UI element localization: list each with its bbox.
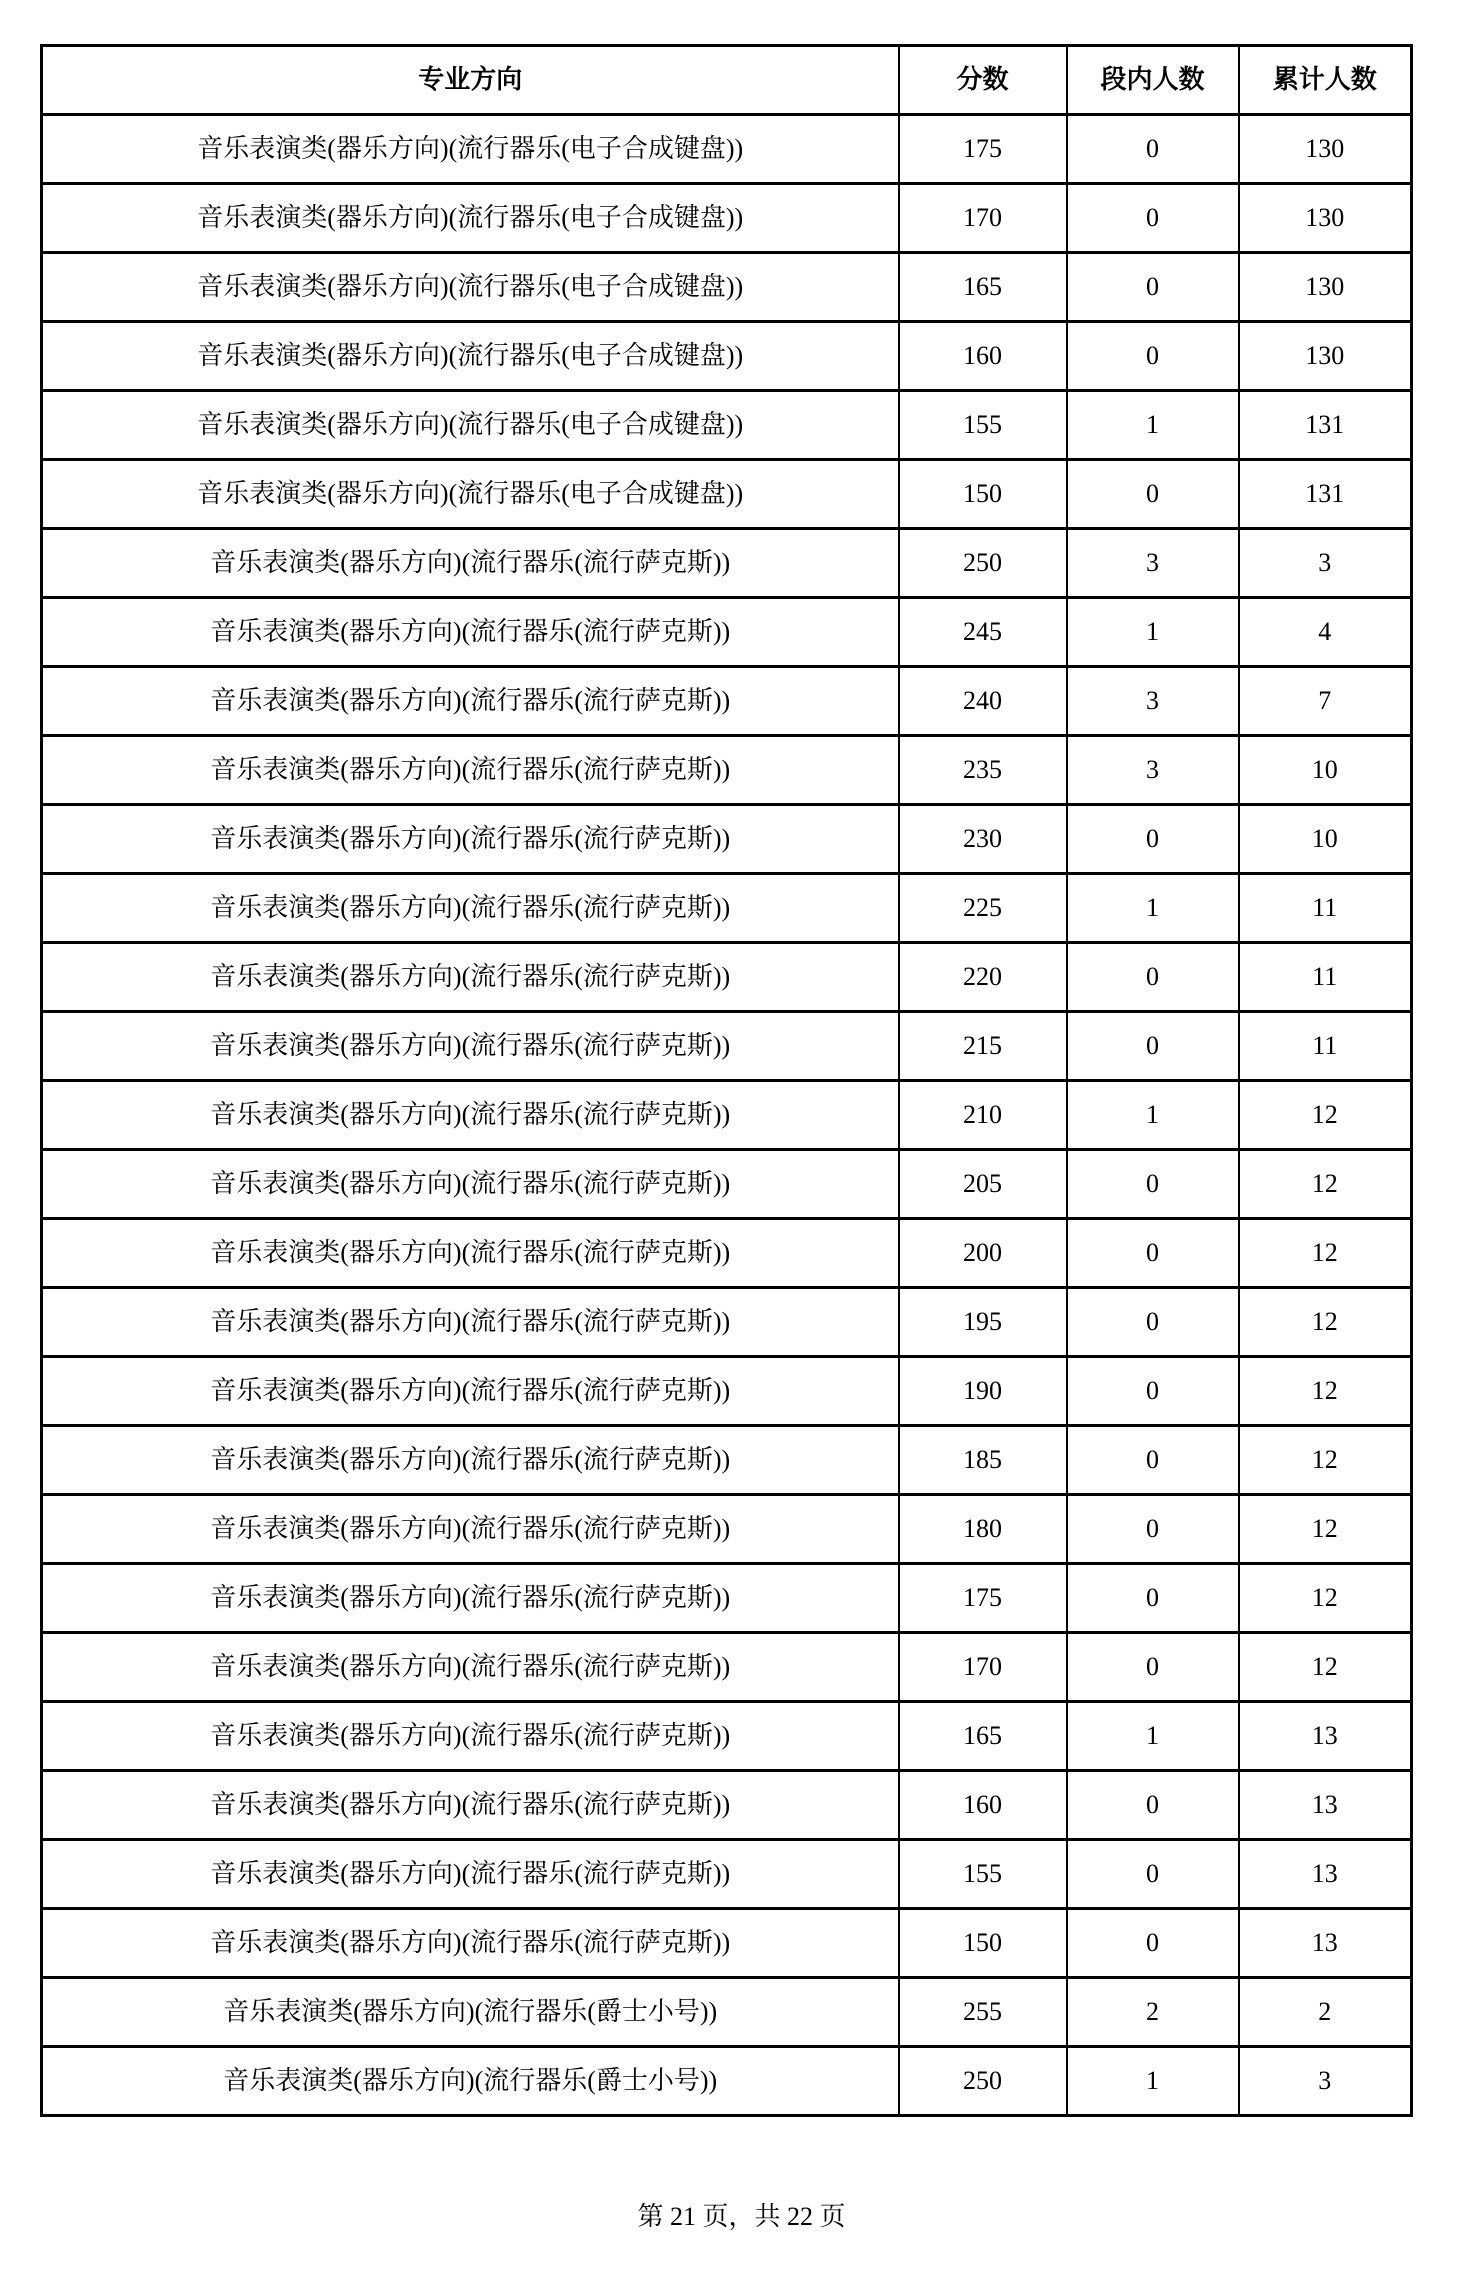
table-row (42, 529, 1412, 598)
cell-score: 205 (899, 1150, 1067, 1219)
cell-score: 200 (899, 1219, 1067, 1288)
table-body (42, 115, 1412, 2116)
cell-major-direction: 音乐表演类(器乐方向)(流行器乐(流行萨克斯)) (42, 1702, 899, 1771)
cell-segment-count: 0 (1067, 1012, 1239, 1081)
cell-score: 175 (899, 115, 1067, 184)
cell-cumulative-count: 12 (1239, 1288, 1412, 1357)
cell-score: 195 (899, 1288, 1067, 1357)
table-row (42, 1012, 1412, 1081)
cell-score: 160 (899, 322, 1067, 391)
table-row (42, 736, 1412, 805)
cell-segment-count: 0 (1067, 1771, 1239, 1840)
header-row (42, 46, 1412, 115)
cell-segment-count: 0 (1067, 1219, 1239, 1288)
cell-score: 215 (899, 1012, 1067, 1081)
cell-score: 255 (899, 1978, 1067, 2047)
cell-cumulative-count: 130 (1239, 322, 1412, 391)
table-row (42, 1633, 1412, 1702)
cell-score: 175 (899, 1564, 1067, 1633)
cell-cumulative-count: 2 (1239, 1978, 1412, 2047)
table-row (42, 115, 1412, 184)
cell-segment-count: 1 (1067, 1081, 1239, 1150)
table-row (42, 667, 1412, 736)
cell-cumulative-count: 13 (1239, 1702, 1412, 1771)
cell-cumulative-count: 10 (1239, 736, 1412, 805)
cell-cumulative-count: 130 (1239, 115, 1412, 184)
cell-cumulative-count: 4 (1239, 598, 1412, 667)
cell-cumulative-count: 13 (1239, 1771, 1412, 1840)
cell-segment-count: 0 (1067, 1426, 1239, 1495)
page-number: 第 21 页，共 22 页 (637, 2202, 846, 2231)
cell-segment-count: 0 (1067, 1357, 1239, 1426)
cell-segment-count: 1 (1067, 1702, 1239, 1771)
cell-score: 170 (899, 1633, 1067, 1702)
cell-cumulative-count: 12 (1239, 1219, 1412, 1288)
cell-major-direction: 音乐表演类(器乐方向)(流行器乐(流行萨克斯)) (42, 1357, 899, 1426)
column-header-score: 分数 (899, 46, 1067, 115)
cell-score: 230 (899, 805, 1067, 874)
cell-major-direction: 音乐表演类(器乐方向)(流行器乐(流行萨克斯)) (42, 529, 899, 598)
cell-major-direction: 音乐表演类(器乐方向)(流行器乐(电子合成键盘)) (42, 184, 899, 253)
cell-segment-count: 0 (1067, 1840, 1239, 1909)
cell-cumulative-count: 12 (1239, 1150, 1412, 1219)
cell-major-direction: 音乐表演类(器乐方向)(流行器乐(流行萨克斯)) (42, 943, 899, 1012)
cell-score: 160 (899, 1771, 1067, 1840)
cell-score: 250 (899, 2047, 1067, 2116)
cell-cumulative-count: 130 (1239, 253, 1412, 322)
table-row (42, 322, 1412, 391)
cell-cumulative-count: 131 (1239, 460, 1412, 529)
table-row (42, 943, 1412, 1012)
cell-segment-count: 2 (1067, 1978, 1239, 2047)
table-row (42, 1564, 1412, 1633)
table-row (42, 1426, 1412, 1495)
table-row (42, 805, 1412, 874)
cell-segment-count: 3 (1067, 529, 1239, 598)
cell-segment-count: 1 (1067, 2047, 1239, 2116)
cell-score: 235 (899, 736, 1067, 805)
cell-cumulative-count: 12 (1239, 1633, 1412, 1702)
cell-major-direction: 音乐表演类(器乐方向)(流行器乐(电子合成键盘)) (42, 322, 899, 391)
cell-major-direction: 音乐表演类(器乐方向)(流行器乐(流行萨克斯)) (42, 874, 899, 943)
cell-cumulative-count: 12 (1239, 1081, 1412, 1150)
cell-major-direction: 音乐表演类(器乐方向)(流行器乐(流行萨克斯)) (42, 1081, 899, 1150)
cell-score: 170 (899, 184, 1067, 253)
cell-segment-count: 0 (1067, 1288, 1239, 1357)
cell-segment-count: 3 (1067, 736, 1239, 805)
cell-segment-count: 0 (1067, 1495, 1239, 1564)
table-row (42, 1288, 1412, 1357)
cell-score: 150 (899, 1909, 1067, 1978)
cell-major-direction: 音乐表演类(器乐方向)(流行器乐(流行萨克斯)) (42, 667, 899, 736)
cell-major-direction: 音乐表演类(器乐方向)(流行器乐(电子合成键盘)) (42, 460, 899, 529)
cell-major-direction: 音乐表演类(器乐方向)(流行器乐(流行萨克斯)) (42, 736, 899, 805)
column-header-cumulative-count: 累计人数 (1239, 46, 1412, 115)
cell-score: 190 (899, 1357, 1067, 1426)
cell-major-direction: 音乐表演类(器乐方向)(流行器乐(流行萨克斯)) (42, 598, 899, 667)
cell-major-direction: 音乐表演类(器乐方向)(流行器乐(爵士小号)) (42, 1978, 899, 2047)
cell-segment-count: 0 (1067, 943, 1239, 1012)
cell-score: 155 (899, 1840, 1067, 1909)
table-row (42, 1150, 1412, 1219)
cell-cumulative-count: 7 (1239, 667, 1412, 736)
table-row (42, 1357, 1412, 1426)
cell-major-direction: 音乐表演类(器乐方向)(流行器乐(流行萨克斯)) (42, 805, 899, 874)
cell-score: 155 (899, 391, 1067, 460)
table-row (42, 2047, 1412, 2116)
table-row (42, 253, 1412, 322)
table-row (42, 1495, 1412, 1564)
table-row (42, 391, 1412, 460)
cell-score: 165 (899, 253, 1067, 322)
cell-cumulative-count: 13 (1239, 1909, 1412, 1978)
cell-score: 180 (899, 1495, 1067, 1564)
cell-major-direction: 音乐表演类(器乐方向)(流行器乐(流行萨克斯)) (42, 1840, 899, 1909)
table-row (42, 874, 1412, 943)
cell-major-direction: 音乐表演类(器乐方向)(流行器乐(流行萨克斯)) (42, 1633, 899, 1702)
table-row (42, 1702, 1412, 1771)
cell-major-direction: 音乐表演类(器乐方向)(流行器乐(流行萨克斯)) (42, 1150, 899, 1219)
cell-segment-count: 0 (1067, 115, 1239, 184)
table-row (42, 1909, 1412, 1978)
cell-major-direction: 音乐表演类(器乐方向)(流行器乐(流行萨克斯)) (42, 1288, 899, 1357)
cell-cumulative-count: 131 (1239, 391, 1412, 460)
table-row (42, 1771, 1412, 1840)
cell-segment-count: 1 (1067, 874, 1239, 943)
cell-major-direction: 音乐表演类(器乐方向)(流行器乐(流行萨克斯)) (42, 1771, 899, 1840)
table-row (42, 1219, 1412, 1288)
cell-cumulative-count: 11 (1239, 1012, 1412, 1081)
cell-segment-count: 0 (1067, 460, 1239, 529)
cell-cumulative-count: 130 (1239, 184, 1412, 253)
cell-score: 210 (899, 1081, 1067, 1150)
cell-score: 225 (899, 874, 1067, 943)
cell-major-direction: 音乐表演类(器乐方向)(流行器乐(电子合成键盘)) (42, 391, 899, 460)
cell-cumulative-count: 12 (1239, 1357, 1412, 1426)
cell-segment-count: 0 (1067, 805, 1239, 874)
cell-score: 165 (899, 1702, 1067, 1771)
cell-major-direction: 音乐表演类(器乐方向)(流行器乐(流行萨克斯)) (42, 1564, 899, 1633)
cell-cumulative-count: 3 (1239, 2047, 1412, 2116)
column-header-major-direction: 专业方向 (42, 46, 899, 115)
cell-segment-count: 0 (1067, 184, 1239, 253)
cell-segment-count: 0 (1067, 322, 1239, 391)
cell-segment-count: 0 (1067, 1150, 1239, 1219)
cell-segment-count: 1 (1067, 598, 1239, 667)
table-row (42, 184, 1412, 253)
cell-segment-count: 0 (1067, 1633, 1239, 1702)
cell-segment-count: 0 (1067, 253, 1239, 322)
cell-score: 185 (899, 1426, 1067, 1495)
cell-major-direction: 音乐表演类(器乐方向)(流行器乐(流行萨克斯)) (42, 1219, 899, 1288)
cell-score: 250 (899, 529, 1067, 598)
score-distribution-table (40, 44, 1413, 2117)
cell-major-direction: 音乐表演类(器乐方向)(流行器乐(电子合成键盘)) (42, 253, 899, 322)
table-row (42, 1081, 1412, 1150)
cell-major-direction: 音乐表演类(器乐方向)(流行器乐(流行萨克斯)) (42, 1909, 899, 1978)
cell-segment-count: 0 (1067, 1564, 1239, 1633)
cell-major-direction: 音乐表演类(器乐方向)(流行器乐(电子合成键盘)) (42, 115, 899, 184)
table-row (42, 460, 1412, 529)
table-row (42, 598, 1412, 667)
cell-segment-count: 1 (1067, 391, 1239, 460)
table-row (42, 1840, 1412, 1909)
column-header-segment-count: 段内人数 (1067, 46, 1239, 115)
cell-major-direction: 音乐表演类(器乐方向)(流行器乐(流行萨克斯)) (42, 1426, 899, 1495)
cell-score: 245 (899, 598, 1067, 667)
cell-major-direction: 音乐表演类(器乐方向)(流行器乐(流行萨克斯)) (42, 1495, 899, 1564)
cell-major-direction: 音乐表演类(器乐方向)(流行器乐(爵士小号)) (42, 2047, 899, 2116)
cell-cumulative-count: 10 (1239, 805, 1412, 874)
cell-major-direction: 音乐表演类(器乐方向)(流行器乐(流行萨克斯)) (42, 1012, 899, 1081)
cell-cumulative-count: 11 (1239, 874, 1412, 943)
cell-segment-count: 0 (1067, 1909, 1239, 1978)
cell-score: 150 (899, 460, 1067, 529)
cell-cumulative-count: 12 (1239, 1564, 1412, 1633)
table-row (42, 1978, 1412, 2047)
cell-score: 220 (899, 943, 1067, 1012)
cell-cumulative-count: 12 (1239, 1495, 1412, 1564)
cell-score: 240 (899, 667, 1067, 736)
cell-segment-count: 3 (1067, 667, 1239, 736)
cell-cumulative-count: 3 (1239, 529, 1412, 598)
cell-cumulative-count: 13 (1239, 1840, 1412, 1909)
cell-cumulative-count: 11 (1239, 943, 1412, 1012)
cell-cumulative-count: 12 (1239, 1426, 1412, 1495)
